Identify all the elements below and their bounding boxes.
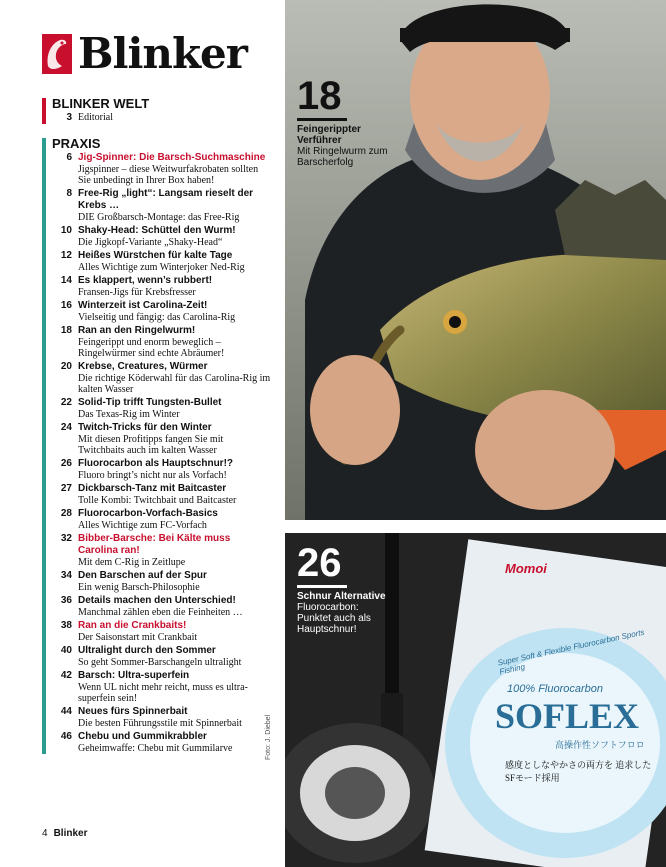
toc-entry-body bbox=[78, 188, 272, 223]
spool-brand: Momoi bbox=[505, 561, 547, 576]
toc-entry[interactable] bbox=[52, 325, 272, 359]
spool-jp-sub: 高操作性ソフトフロロ bbox=[555, 740, 645, 750]
toc-entry-subtitle: Wenn UL nicht mehr reicht, muss es ultra-superfein sein! bbox=[78, 682, 248, 704]
toc-entry-subtitle: Fluoro bringt’s nicht nur als Vorfach! bbox=[78, 470, 227, 481]
toc-page-number: 14 bbox=[60, 275, 72, 286]
toc-entry-title: Den Barschen auf der Spur bbox=[78, 570, 207, 581]
photo-credit: Foto: J. Diebel bbox=[265, 714, 272, 760]
toc-entry-subtitle: Feingerippt und enorm beweglich – Ringelwürmer sind echte Abräumer! bbox=[78, 337, 225, 359]
toc-page-number: 44 bbox=[60, 706, 72, 717]
toc-entry-title: Ran an die Crankbaits! bbox=[78, 620, 187, 631]
toc-entry[interactable] bbox=[52, 275, 272, 298]
toc-page-number: 12 bbox=[60, 250, 72, 261]
number-underline bbox=[297, 118, 347, 121]
toc-page-number: 40 bbox=[60, 645, 72, 656]
toc-page-number: 28 bbox=[60, 508, 72, 519]
spool-jp-text: 感度としなやかさの両方を 追求したSFモード採用 bbox=[505, 760, 652, 783]
toc-page-number: 26 bbox=[60, 458, 72, 469]
toc-entry-body bbox=[78, 422, 272, 456]
toc-entry-body bbox=[78, 595, 272, 618]
toc-entry-body bbox=[78, 533, 272, 568]
toc-entry[interactable] bbox=[52, 422, 272, 456]
toc-entry-title: Free-Rig „light“: Langsam rieselt der Krebs … bbox=[78, 188, 254, 211]
toc-page-number: 27 bbox=[60, 483, 72, 494]
toc-entry-title: Details machen den Unterschied! bbox=[78, 595, 236, 606]
toc-page-number: 18 bbox=[60, 325, 72, 336]
toc-entry-title: Ultralight durch den Sommer bbox=[78, 645, 216, 656]
spool-subline: 100% Fluorocarbon bbox=[507, 683, 604, 695]
page-number: 4 bbox=[42, 828, 48, 839]
table-of-contents bbox=[42, 96, 272, 756]
toc-entry-title: Es klappert, wenn’s rubbert! bbox=[78, 275, 213, 286]
toc-entry-title: Shaky-Head: Schüttel den Wurm! bbox=[78, 225, 236, 236]
toc-entry-body bbox=[78, 250, 272, 273]
toc-entry[interactable] bbox=[52, 152, 272, 186]
toc-entry-subtitle: Mit diesen Profitipps fangen Sie mit Twitchbaits auch im kalten Wasser bbox=[78, 434, 224, 456]
feature-page-number: 26 bbox=[297, 541, 342, 585]
toc-entry-body bbox=[78, 225, 272, 248]
toc-entry-subtitle: Alles Wichtige zum Winterjoker Ned-Rig bbox=[78, 262, 245, 273]
toc-entry[interactable] bbox=[52, 620, 272, 643]
toc-entry[interactable] bbox=[52, 706, 272, 729]
toc-entry[interactable] bbox=[52, 250, 272, 273]
toc-entry-subtitle: Jigspinner – diese Weitwurfakrobaten sollten Sie unbedingt in Ihrer Box haben! bbox=[78, 164, 259, 186]
toc-entry-body bbox=[78, 483, 272, 506]
toc-page-number: 22 bbox=[60, 397, 72, 408]
toc-entry-subtitle: Vielseitig und fängig: das Carolina-Rig bbox=[78, 312, 236, 323]
fish-logo-icon bbox=[42, 34, 72, 74]
angler-perch-photo bbox=[285, 0, 666, 520]
toc-entry-title: Fluorocarbon-Vorfach-Basics bbox=[78, 508, 218, 519]
section-title: BLINKER WELT bbox=[52, 96, 150, 111]
toc-page-number: 8 bbox=[66, 188, 72, 199]
toc-entry-subtitle: Die besten Führungsstile mit Spinnerbait bbox=[78, 718, 242, 729]
toc-page-number: 46 bbox=[60, 731, 72, 742]
toc-page-number: 42 bbox=[60, 670, 72, 681]
toc-page-number: 36 bbox=[60, 595, 72, 606]
spool-product: SOFLEX bbox=[495, 696, 640, 736]
toc-entry-title: Twitch-Tricks für den Winter bbox=[78, 422, 212, 433]
toc-page-number: 10 bbox=[60, 225, 72, 236]
toc-entry-body bbox=[78, 152, 272, 186]
footer-brand: Blinker bbox=[53, 828, 88, 839]
toc-entry-body bbox=[78, 458, 272, 481]
toc-entry-subtitle: So geht Sommer-Barschangeln ultralight bbox=[78, 657, 242, 668]
toc-page-number: 6 bbox=[66, 152, 72, 163]
toc-section-welt bbox=[42, 96, 272, 124]
feature-title: Schnur Alternative bbox=[297, 591, 386, 602]
toc-entry[interactable] bbox=[52, 508, 272, 531]
toc-entry-body bbox=[78, 645, 272, 668]
toc-entry-body bbox=[78, 325, 272, 359]
toc-entry-subtitle: Tolle Kombi: Twitchbait und Baitcaster bbox=[78, 495, 237, 506]
toc-entry[interactable] bbox=[52, 533, 272, 568]
toc-page-number: 34 bbox=[60, 570, 72, 581]
toc-entry-subtitle: Alles Wichtige zum FC-Vorfach bbox=[78, 520, 207, 531]
toc-entry-subtitle: Ein wenig Barsch-Philosophie bbox=[78, 582, 200, 593]
feature-title: Feingerippter Verführer bbox=[297, 124, 361, 146]
toc-entry[interactable] bbox=[52, 645, 272, 668]
toc-entry-title: Dickbarsch-Tanz mit Baitcaster bbox=[78, 483, 227, 494]
toc-entry-body bbox=[78, 731, 272, 754]
toc-entry[interactable] bbox=[52, 483, 272, 506]
toc-section-praxis bbox=[42, 136, 272, 754]
toc-entry-subtitle: Geheimwaffe: Chebu mit Gummilarve bbox=[78, 743, 233, 754]
toc-entry-title: Bibber-Barsche: Bei Kälte muss Carolina ran! bbox=[78, 533, 231, 556]
toc-entry-subtitle: Mit dem C-Rig in Zeitlupe bbox=[78, 557, 186, 568]
fluorocarbon-reel-photo bbox=[285, 533, 666, 867]
toc-entry[interactable] bbox=[52, 225, 272, 248]
toc-entry-body bbox=[78, 508, 272, 531]
toc-entry-body bbox=[78, 570, 272, 593]
magazine-logo bbox=[42, 29, 247, 78]
feature-text: Fluorocarbon: Punktet auch als Hauptschnur! bbox=[297, 602, 371, 635]
toc-page-number: 24 bbox=[60, 422, 72, 433]
feature-18-caption[interactable] bbox=[297, 76, 397, 168]
toc-entry-subtitle: Das Texas-Rig im Winter bbox=[78, 409, 180, 420]
toc-page-number: 38 bbox=[60, 620, 72, 631]
toc-entry-title: Neues fürs Spinnerbait bbox=[78, 706, 188, 717]
toc-entry[interactable] bbox=[52, 112, 272, 124]
toc-entry-body bbox=[78, 706, 272, 729]
section-title: PRAXIS bbox=[52, 136, 101, 151]
toc-page-number: 3 bbox=[66, 112, 72, 123]
toc-entry-title: Ran an den Ringelwurm! bbox=[78, 325, 196, 336]
toc-entry-title: Fluorocarbon als Hauptschnur!? bbox=[78, 458, 234, 469]
toc-entry[interactable] bbox=[52, 397, 272, 420]
toc-entry-title: Krebse, Creatures, Würmer bbox=[78, 361, 208, 372]
toc-entry-title: Winterzeit ist Carolina-Zeit! bbox=[78, 300, 208, 311]
page-footer bbox=[42, 828, 87, 839]
toc-entry-body bbox=[78, 397, 272, 420]
toc-entry-title: Jig-Spinner: Die Barsch-Suchmaschine bbox=[78, 152, 266, 163]
feature-text: Mit Ringelwurm zum Barscherfolg bbox=[297, 146, 388, 168]
toc-entry-body bbox=[78, 300, 272, 323]
toc-entry-subtitle: Der Saisonstart mit Crankbait bbox=[78, 632, 198, 643]
number-underline bbox=[297, 585, 347, 588]
toc-entry-subtitle: Die Jigkopf-Variante „Shaky-Head“ bbox=[78, 237, 223, 248]
feature-26-caption[interactable] bbox=[297, 543, 387, 635]
toc-entry-body bbox=[78, 361, 272, 395]
toc-entry-body bbox=[78, 112, 272, 124]
toc-entry-body bbox=[78, 275, 272, 298]
toc-entry[interactable] bbox=[52, 458, 272, 481]
toc-entry[interactable] bbox=[52, 595, 272, 618]
toc-entry-subtitle: Editorial bbox=[78, 112, 113, 123]
toc-entry[interactable] bbox=[52, 570, 272, 593]
toc-entry[interactable] bbox=[52, 300, 272, 323]
toc-page-number: 32 bbox=[60, 533, 72, 544]
toc-entry-subtitle: Fransen-Jigs für Krebsfresser bbox=[78, 287, 196, 298]
feature-page-number: 18 bbox=[297, 74, 342, 118]
toc-page-number: 16 bbox=[60, 300, 72, 311]
toc-entry-subtitle: Manchmal zählen eben die Feinheiten … bbox=[78, 607, 243, 618]
toc-entry[interactable] bbox=[52, 670, 272, 704]
toc-page-number: 20 bbox=[60, 361, 72, 372]
toc-entry-body bbox=[78, 670, 272, 704]
toc-entry[interactable] bbox=[52, 361, 272, 395]
brand-name: Blinker bbox=[78, 29, 247, 78]
spool-ring-text: Super Soft & Flexible Fluorocarbon Sports Fishing bbox=[496, 627, 646, 677]
toc-entry-title: Heißes Würstchen für kalte Tage bbox=[78, 250, 233, 261]
toc-entry[interactable] bbox=[52, 188, 272, 223]
toc-entry-title: Chebu und Gummikrabbler bbox=[78, 731, 207, 742]
toc-entry-subtitle: DIE Großbarsch-Montage: das Free-Rig bbox=[78, 212, 240, 223]
toc-entry[interactable] bbox=[52, 731, 272, 754]
toc-entry-title: Barsch: Ultra-superfein bbox=[78, 670, 190, 681]
toc-entry-title: Solid-Tip trifft Tungsten-Bullet bbox=[78, 397, 222, 408]
toc-entry-subtitle: Die richtige Köderwahl für das Carolina-Rig im kalten Wasser bbox=[78, 373, 271, 395]
toc-entry-body bbox=[78, 620, 272, 643]
